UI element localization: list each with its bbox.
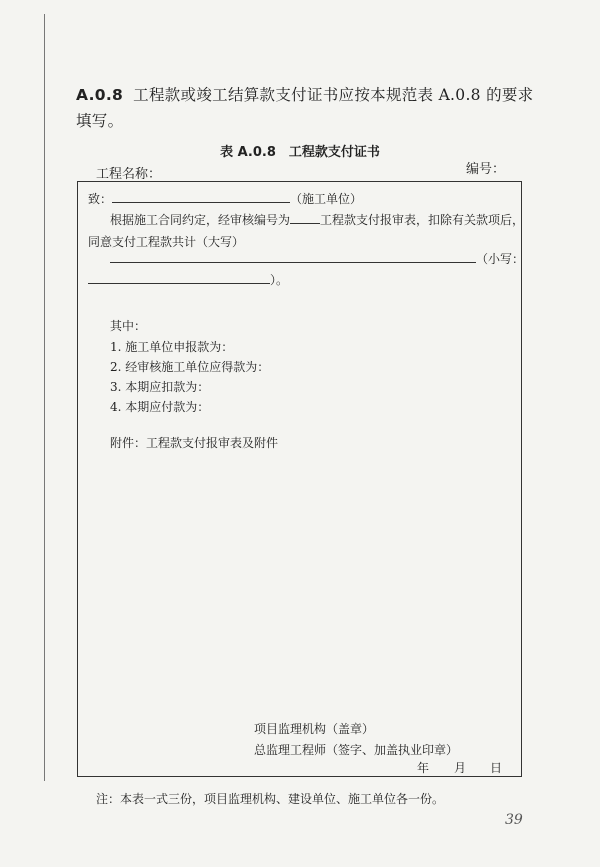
footnote: 注：本表一式三份，项目监理机构、建设单位、施工单位各一份。 [96, 792, 445, 806]
amount-lowercase-line [88, 271, 288, 288]
among-label: 其中： [110, 319, 147, 333]
amount-uppercase-blank [110, 262, 476, 263]
date-year: 年 [417, 761, 430, 775]
binding-rule [44, 14, 45, 781]
addressee-line [88, 190, 362, 207]
body-text-a: 根据施工合同约定，经审核编号为 [110, 213, 291, 227]
to-suffix: （施工单位） [290, 192, 363, 206]
chief-engineer-label: 总监理工程师（签字、加盖执业印章） [254, 743, 459, 757]
amount-uppercase-line [110, 250, 524, 267]
attachment-line: 附件：工程款支付报审表及附件 [110, 436, 279, 450]
to-label: 致： [88, 192, 113, 206]
item-line: 4. 本期应付款为： [110, 400, 210, 414]
body-line-2: 同意支付工程款共计（大写） [88, 235, 245, 249]
item-line: 3. 本期应扣款为： [110, 380, 210, 394]
date-month: 月 [454, 761, 467, 775]
item-line: 1. 施工单位申报款为： [110, 340, 234, 354]
section-number: A.0.8 [76, 86, 124, 104]
lowercase-label: （小写： [476, 252, 525, 266]
review-number-blank [290, 223, 320, 224]
payment-certificate-form [77, 181, 525, 777]
section-text: 工程款或竣工结算款支付证书应按本规范表 A.0.8 的要求填写。 [76, 86, 534, 130]
supervision-org-label: 项目监理机构（盖章） [254, 722, 375, 736]
item-line: 2. 经审核施工单位应得款为： [110, 360, 270, 374]
lowercase-close: ）。 [270, 273, 289, 287]
body-line-1 [110, 211, 524, 228]
date-day: 日 [490, 761, 503, 775]
project-name-label: 工程名称： [96, 167, 162, 182]
contractor-blank [112, 202, 290, 203]
serial-number-label: 编号： [466, 162, 506, 177]
section-paragraph [76, 82, 546, 134]
table-title: 表 A.0.8 工程款支付证书 [220, 145, 380, 160]
page-number: 39 [505, 812, 523, 828]
amount-lowercase-blank [88, 283, 270, 284]
body-text-b: 工程款支付报审表，扣除有关款项后， [320, 213, 525, 227]
